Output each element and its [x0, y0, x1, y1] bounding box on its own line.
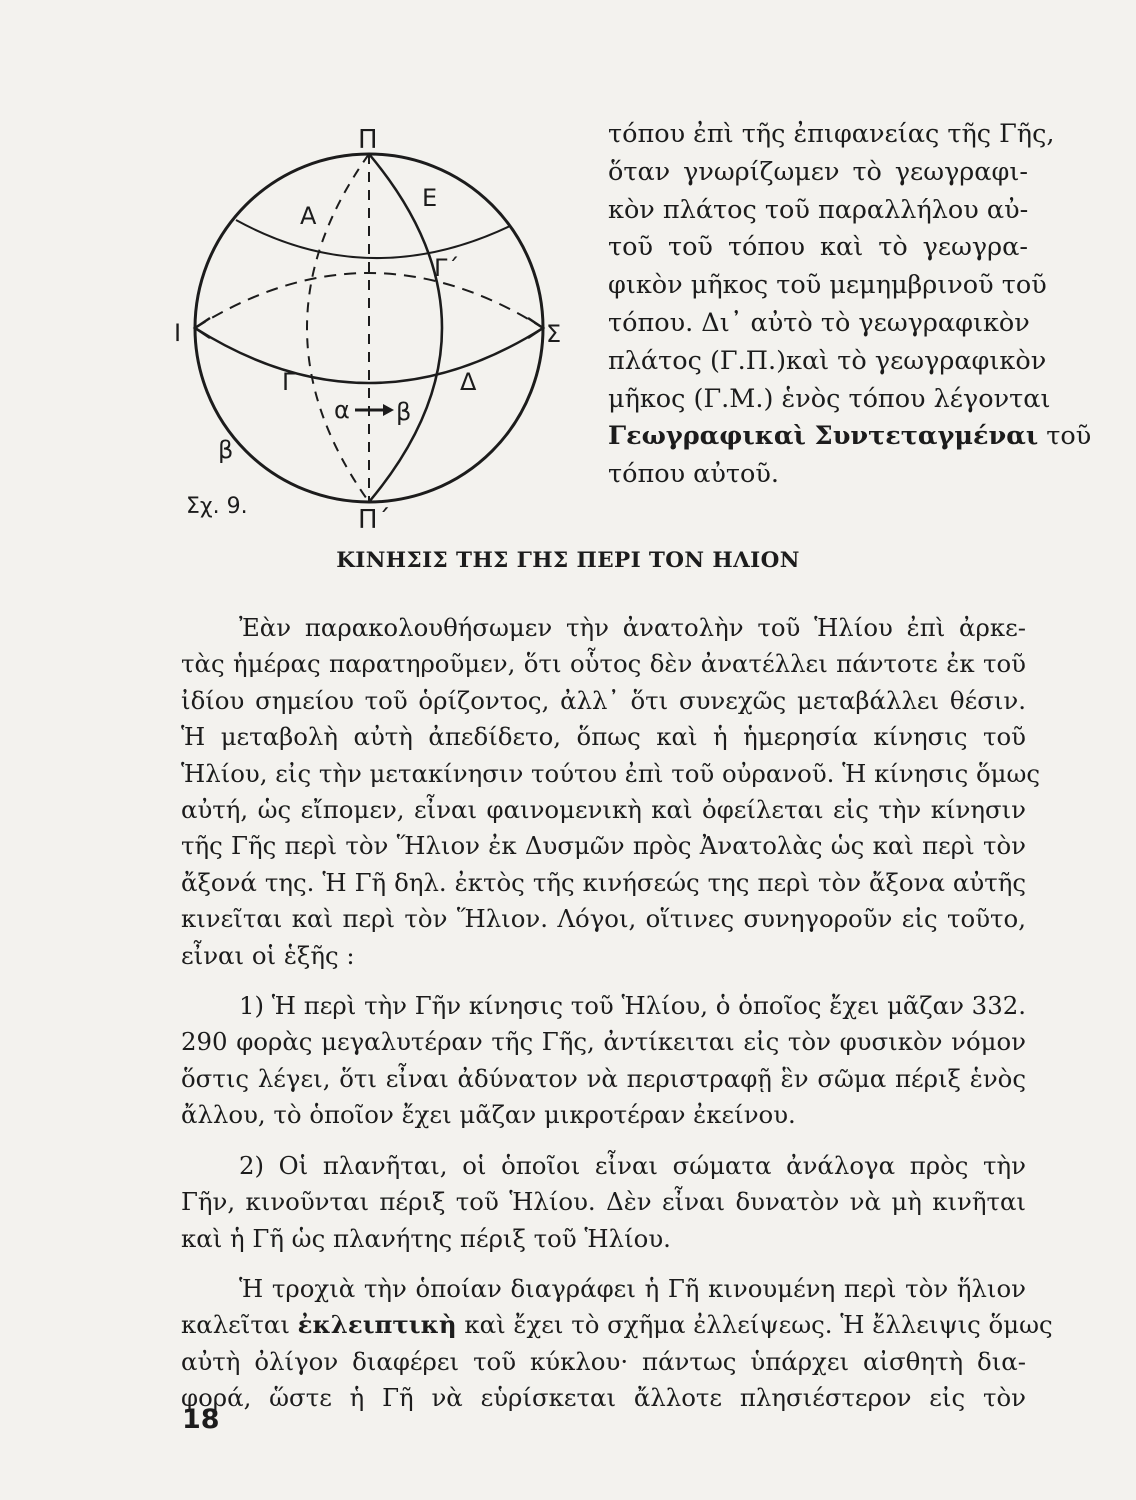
- text-line: ὅστις λέγει, ὅτι εἶναι ἀδύνατον νὰ περιστραφῇ ἓν σῶμα πέριξ ἑνὸς: [181, 1063, 1026, 1093]
- text-line: [181, 1307, 1053, 1343]
- text-line: ἰδίου σημείου τοῦ ὁρίζοντος, ἀλλ᾽ ὅτι συνεχῶς μεταβάλλει θέσιν.: [181, 685, 1026, 715]
- side-line: πλάτος (Γ.Π.)καὶ τὸ γεωγραφικὸν: [608, 345, 1047, 376]
- text-line: ἄξονά της. Ἡ Γῆ δηλ. ἐκτὸς τῆς κινήσεώς της περὶ τὸν ἄξονα αὐτῆς: [181, 867, 1026, 897]
- label-south: Π΄: [358, 505, 391, 535]
- text-line: φορά, ὥστε ἡ Γῆ νὰ εὑρίσκεται ἄλλοτε πλησιέστερον εἰς τὸν: [181, 1383, 1026, 1413]
- label-north: Π: [358, 125, 378, 155]
- text-line: αὐτή, ὡς εἴπομεν, εἶναι φαινομενικὴ καὶ ὀφείλεται εἰς τὴν κίνησιν: [181, 795, 1026, 825]
- label-east: Σ: [546, 320, 562, 348]
- text-line: 2) Οἱ πλανῆται, οἱ ὁποῖοι εἶναι σώματα ἀνάλογα πρὸς τὴν: [239, 1150, 1026, 1180]
- text-fragment: καὶ ἔχει τὸ σχῆμα ἐλλείψεως. Ἡ ἔλλειψις ὅμως: [464, 1310, 1053, 1340]
- text-line: 1) Ἡ περὶ τὴν Γῆν κίνησις τοῦ Ἡλίου, ὁ ὁποῖος ἔχει μᾶζαν 332.: [239, 991, 1026, 1021]
- page-number: 18: [182, 1404, 220, 1435]
- paragraph-gap: [181, 1134, 1026, 1148]
- text-fragment: καλεῖται: [181, 1310, 290, 1340]
- text-line: τῆς Γῆς περὶ τὸν Ἥλιον ἐκ Δυσμῶν πρὸς Ἀνατολὰς ὡς καὶ περὶ τὸν: [181, 831, 1026, 861]
- paragraph-1: [181, 610, 1041, 974]
- text-line: καὶ ἡ Γῆ ὡς πλανήτης πέριξ τοῦ Ἡλίου.: [181, 1223, 671, 1253]
- bold-term: Γεωγραφικαὶ Συντεταγμέναι: [608, 421, 1039, 452]
- parallel-line: [236, 220, 510, 258]
- side-line: τόπου ἐπὶ τῆς ἐπιφανείας τῆς Γῆς,: [608, 119, 1055, 149]
- text-line: Ἐὰν παρακολουθήσωμεν τὴν ἀνατολὴν τοῦ Ἡλίου ἐπὶ ἀρκε-: [239, 613, 1026, 642]
- text-line: τὰς ἡμέρας παρατηροῦμεν, ὅτι οὗτος δὲν ἀνατέλλει πάντοτε ἐκ τοῦ: [181, 649, 1026, 679]
- arrow-west: [195, 318, 210, 338]
- side-line: φικὸν μῆκος τοῦ μεμημβρινοῦ τοῦ: [608, 270, 1047, 301]
- side-line-tail: τοῦ: [1046, 421, 1092, 452]
- text-line: Ἡλίου, εἰς τὴν μετακίνησιν τούτου ἐπὶ τοῦ οὐρανοῦ. Ἡ κίνησις ὅμως: [181, 758, 1041, 788]
- bold-term: ἐκλειπτικὴ: [297, 1310, 457, 1340]
- section-title: ΚΙΝΗΣΙΣ ΤΗΣ ΓΗΣ ΠΕΡΙ ΤΟΝ ΗΛΙΟΝ: [336, 548, 800, 573]
- label-g-prime: Γ΄: [434, 254, 460, 282]
- text-line: ἄλλου, τὸ ὁποῖον ἔχει μᾶζαν μικροτέραν ἐκείνου.: [181, 1100, 796, 1130]
- text-line: Ἡ τροχιὰ τὴν ὁποίαν διαγράφει ἡ Γῆ κινουμένη περὶ τὸν ἥλιον: [239, 1273, 1026, 1303]
- label-beta-arrow: β: [396, 398, 412, 426]
- side-line-last: τόπου αὐτοῦ.: [608, 459, 779, 490]
- globe-diagram: [170, 118, 590, 548]
- label-g: Γ: [282, 368, 296, 396]
- side-line: μῆκος (Γ.Μ.) ἑνὸς τόπου λέγονται: [608, 383, 1051, 414]
- paragraph-3: [181, 1148, 1026, 1257]
- text-line: Γῆν, κινοῦνται πέριξ τοῦ Ἡλίου. Δὲν εἶναι δυνατὸν νὰ μὴ κινῆται: [181, 1187, 1026, 1217]
- label-a: Α: [300, 202, 317, 230]
- side-line: τοῦ τοῦ τόπου καὶ τὸ γεωγρα-: [608, 232, 1028, 263]
- body-text: [181, 610, 1053, 1417]
- text-line: κινεῖται καὶ περὶ τὸν Ἥλιον. Λόγοι, οἵτινες συνηγοροῦν εἰς τοῦτο,: [181, 904, 1026, 934]
- paragraph-gap: [181, 1257, 1026, 1271]
- paragraph-gap: [181, 974, 1026, 988]
- globe-svg: [170, 118, 590, 548]
- text-line: αὐτὴ ὀλίγον διαφέρει τοῦ κύκλου· πάντως ὑπάρχει αἰσθητὴ δια-: [181, 1346, 1026, 1376]
- side-line: τόπου. Δι᾽ αὐτὸ τὸ γεωγραφικὸν: [608, 307, 1030, 338]
- side-text: [608, 116, 1092, 494]
- paragraph-4: [181, 1271, 1053, 1417]
- label-d: Δ: [460, 368, 477, 396]
- figure-caption: Σχ. 9.: [186, 494, 248, 519]
- text-line: 290 φορὰς μεγαλυτέραν τῆς Γῆς, ἀντίκειται εἰς τὸν φυσικὸν νόμον: [181, 1027, 1026, 1057]
- side-line-bold: [608, 418, 1092, 456]
- text-line: Ἡ μεταβολὴ αὐτὴ ἀπεδίδετο, ὅπως καὶ ἡ ἡμερησία κίνησις τοῦ: [181, 722, 1026, 752]
- side-line: κὸν πλάτος τοῦ παραλλήλου αὐ-: [608, 194, 1029, 225]
- side-line: ὅταν γνωρίζωμεν τὸ γεωγραφι-: [608, 156, 1028, 187]
- label-west: Ι: [174, 319, 182, 347]
- label-alpha: α: [334, 396, 350, 424]
- label-e: Ε: [422, 184, 438, 212]
- paragraph-2: [181, 988, 1026, 1134]
- text-line: εἶναι οἱ ἑξῆς :: [181, 940, 355, 970]
- rotation-arrow-head: [383, 404, 394, 416]
- label-beta: β: [218, 436, 234, 464]
- arrow-east: [528, 318, 543, 338]
